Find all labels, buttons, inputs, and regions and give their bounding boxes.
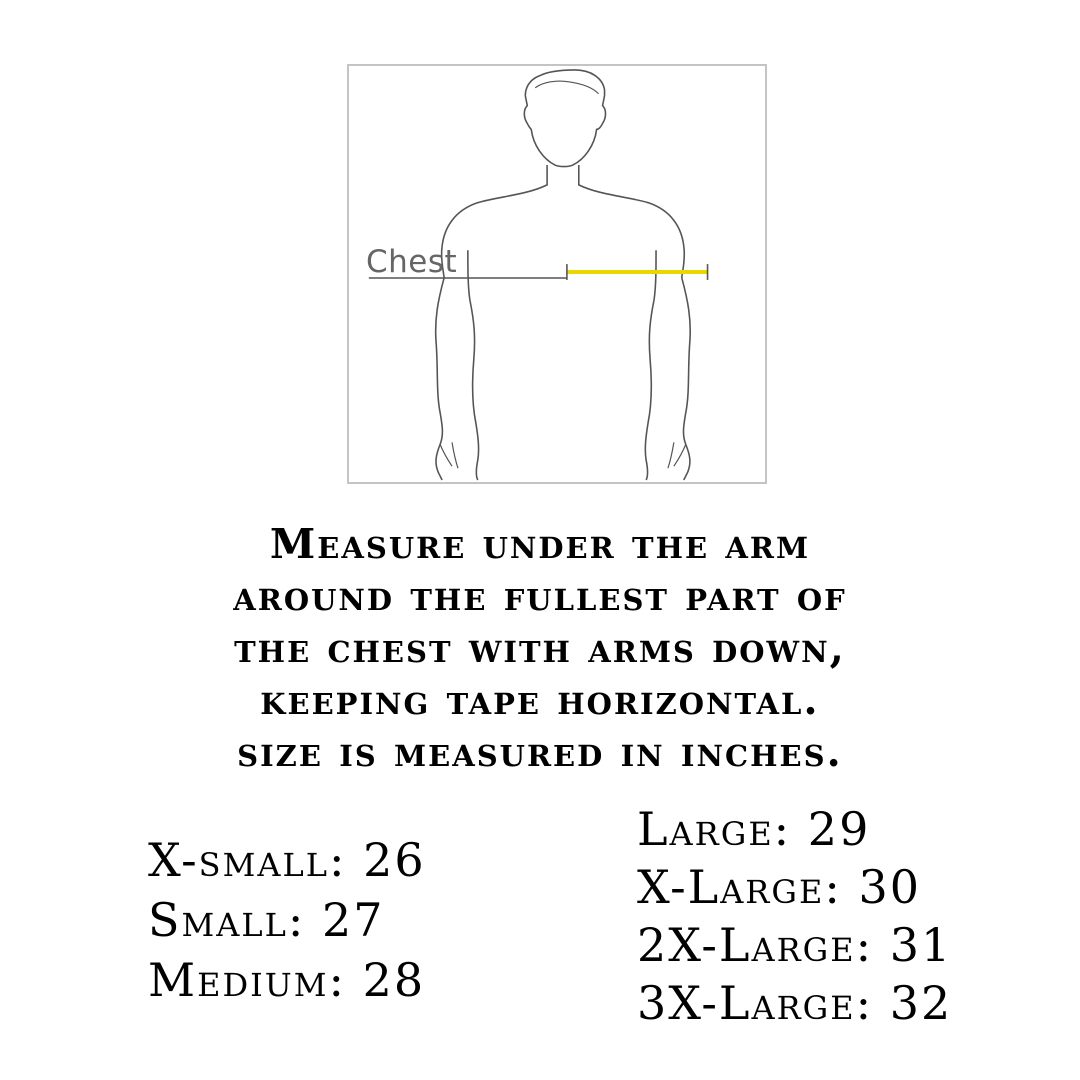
size-item <box>637 800 952 858</box>
size-item <box>148 890 426 950</box>
size-item <box>148 950 426 1010</box>
size-value: 26 <box>363 833 426 887</box>
size-value: 31 <box>889 918 953 972</box>
size-label: Large: <box>637 802 792 856</box>
size-label: X-small: <box>148 833 347 887</box>
instruction-line: Measure under the arm <box>269 520 811 568</box>
size-item <box>637 974 952 1032</box>
instruction-line: around the fullest part of <box>233 572 847 620</box>
size-item <box>637 916 952 974</box>
measuring-instructions <box>140 518 940 778</box>
chest-measurement-figure <box>347 64 767 484</box>
size-item <box>637 858 952 916</box>
size-label: X-Large: <box>637 860 842 914</box>
size-label: 2X-Large: <box>637 918 874 972</box>
size-item <box>148 830 426 890</box>
size-value: 32 <box>889 976 953 1030</box>
instruction-line: size is measured in inches. <box>237 728 843 776</box>
size-label: Small: <box>148 893 306 947</box>
size-label: 3X-Large: <box>637 976 874 1030</box>
size-list-left <box>148 830 426 1010</box>
instruction-line: keeping tape horizontal. <box>260 676 820 724</box>
size-list-right <box>637 800 952 1032</box>
instruction-line: the chest with arms down, <box>234 624 846 672</box>
size-value: 28 <box>362 953 426 1007</box>
size-value: 29 <box>807 802 871 856</box>
size-value: 27 <box>322 893 385 947</box>
chest-label: Chest <box>366 244 458 280</box>
size-label: Medium: <box>148 953 346 1007</box>
size-value: 30 <box>858 860 921 914</box>
